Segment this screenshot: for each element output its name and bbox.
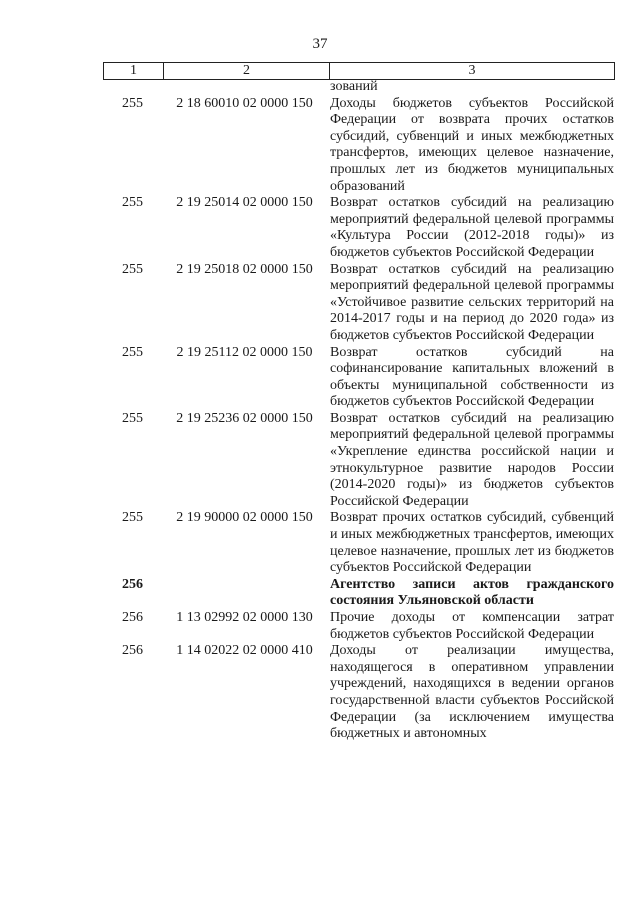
admin-code-cell: 256 (122, 643, 143, 659)
description-cell: Доходы бюджетов субъектов Российской Федерации от возврата прочих остатков субсидий, субвенций и иных межбюджетных трансфертов, имеющих целевое назначение, прошлых лет из бюджетов муниципальных образований (330, 95, 614, 194)
admin-code-cell: 255 (122, 410, 143, 426)
description-cell: Прочие доходы от компенсации затрат бюджетов субъектов Российской Федерации (330, 610, 614, 642)
column-header-1: 1 (104, 63, 164, 80)
description-cell: Возврат остатков субсидий на реализацию мероприятий федеральной целевой программы «Укрепление единства российской нации и этнокультурное развитие народов России (2014-2020 годы)» из бюджетов субъектов Российской Федерации (330, 410, 614, 509)
table-row (103, 96, 615, 196)
table-body (103, 79, 615, 743)
revenue-code-cell: 2 18 60010 02 0000 150 (176, 95, 313, 111)
column-header-3: 3 (330, 63, 615, 80)
admin-code-cell: 255 (122, 344, 143, 360)
table-row-section-heading (103, 577, 615, 610)
admin-code-cell: 256 (122, 576, 143, 592)
revenue-code-cell: 1 13 02992 02 0000 130 (176, 610, 313, 625)
description-cell: Возврат остатков субсидий на реализацию мероприятий федеральной целевой программы «Культура России (2012-2018 годы)» из бюджетов субъектов Российской Федерации (330, 195, 614, 260)
revenue-code-cell: 2 19 90000 02 0000 150 (176, 510, 313, 526)
admin-code-cell: 255 (122, 261, 143, 277)
section-heading-cell: Агентство записи актов гражданского состояния Ульяновской области (330, 576, 614, 609)
admin-code-cell: 256 (122, 610, 143, 625)
revenue-code-cell: 1 14 02022 02 0000 410 (176, 643, 313, 659)
admin-code-cell: 255 (122, 95, 143, 111)
admin-code-cell: 255 (122, 195, 143, 211)
revenue-code-cell: 2 19 25014 02 0000 150 (176, 195, 313, 211)
revenue-code-cell: 2 19 25236 02 0000 150 (176, 410, 313, 426)
column-header-table (103, 62, 615, 80)
revenue-code-cell: 2 19 25112 02 0000 150 (176, 344, 313, 360)
table-row (103, 411, 615, 511)
page-number: 37 (312, 36, 328, 52)
revenue-code-cell (162, 79, 327, 96)
table-row (103, 345, 615, 411)
description-cell: Возврат остатков субсидий на софинансирование капитальных вложений в объекты муниципальной собственности из бюджетов субъектов Российской Федерации (330, 344, 614, 410)
description-cell: Возврат остатков субсидий на реализацию мероприятий федеральной целевой программы «Устойчивое развитие сельских территорий на 2014-2017 годы и на период до 2020 года» из бюджетов субъектов Российской Федерации (330, 261, 614, 343)
table-row (103, 262, 615, 345)
description-cell: Доходы от реализации имущества, находящегося в оперативном управлении учреждений, находящихся в ведении органов государственной власти субъектов Российской Федерации (за исключением имущества бюджетных и автономных (330, 643, 614, 742)
admin-code-cell: 255 (122, 510, 143, 526)
table-row (103, 195, 615, 261)
table-row (103, 79, 615, 96)
table-row (103, 510, 615, 576)
table-row (103, 610, 615, 643)
column-header-row (104, 63, 615, 80)
revenue-code-cell (162, 577, 327, 610)
description-cell: зований (330, 79, 378, 94)
revenue-code-cell: 2 19 25018 02 0000 150 (176, 261, 313, 277)
admin-code-cell (103, 79, 162, 96)
description-cell: Возврат прочих остатков субсидий, субвенций и иных межбюджетных трансфертов, имеющих целевое назначение, прошлых лет из бюджетов субъектов Российской Федерации (330, 510, 614, 576)
column-header-2: 2 (164, 63, 330, 80)
table-row (103, 643, 615, 743)
